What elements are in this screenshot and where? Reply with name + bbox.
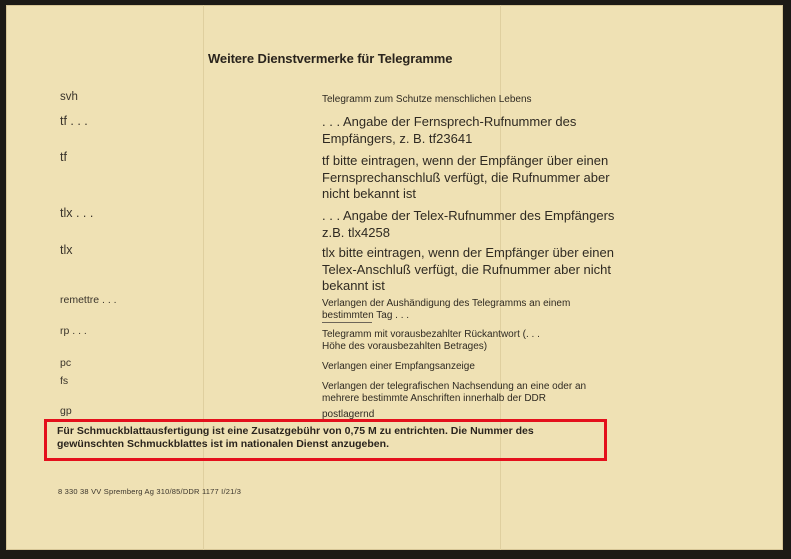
- code-gp: gp: [60, 405, 72, 417]
- fold-line: [203, 5, 204, 550]
- desc-gp: postlagernd: [322, 409, 375, 420]
- code-tf-number: tf . . .: [60, 114, 88, 128]
- code-tlx-number: tlx . . .: [60, 206, 94, 220]
- page-title: Weitere Dienstvermerke für Telegramme: [208, 51, 453, 66]
- code-fs: fs: [60, 375, 69, 387]
- print-code-footer: 8 330 38 VV Spremberg Ag 310/85/DDR 1177 I/21/3: [58, 487, 242, 496]
- desc-tlx-number: . . . Angabe der Telex-Rufnummer des Empfängers z.B. tlx4258: [322, 208, 615, 240]
- code-remettre: remettre . . .: [60, 294, 117, 306]
- code-svh: svh: [60, 91, 78, 103]
- code-rp: rp . . .: [60, 325, 87, 337]
- underline-marker: [322, 322, 372, 323]
- desc-pc: Verlangen einer Empfangsanzeige: [322, 361, 475, 372]
- desc-tf: tf bitte eintragen, wenn der Empfänger über einen Fernsprechanschluß verfügt, die Rufnummer aber nicht bekannt ist: [322, 153, 610, 201]
- notice-text: Für Schmuckblattausfertigung ist eine Zusatzgebühr von 0,75 M zu entrichten. Die Nummer des gewünschten Schmuckblattes ist im nationalen Dienst anzugeben.: [57, 425, 534, 450]
- desc-fs: Verlangen der telegrafischen Nachsendung an eine oder an mehrere bestimmte Anschriften innerhalb der DDR: [322, 381, 587, 404]
- code-tf: tf: [60, 150, 67, 164]
- desc-remettre: Verlangen der Aushändigung des Telegramms an einem bestimmten Tag . . .: [322, 298, 571, 321]
- desc-rp: Telegramm mit vorausbezahlter Rückantwort (. . . Höhe des vorausbezahlten Betrages): [322, 329, 540, 352]
- code-tlx: tlx: [60, 243, 73, 257]
- desc-tlx: tlx bitte eintragen, wenn der Empfänger über einen Telex-Anschluß verfügt, die Rufnummer aber nicht bekannt ist: [322, 245, 614, 293]
- desc-svh: Telegramm zum Schutze menschlichen Lebens: [322, 94, 532, 105]
- code-pc: pc: [60, 357, 72, 369]
- desc-tf-number: . . . Angabe der Fernsprech-Rufnummer des Empfängers, z. B. tf23641: [322, 114, 577, 146]
